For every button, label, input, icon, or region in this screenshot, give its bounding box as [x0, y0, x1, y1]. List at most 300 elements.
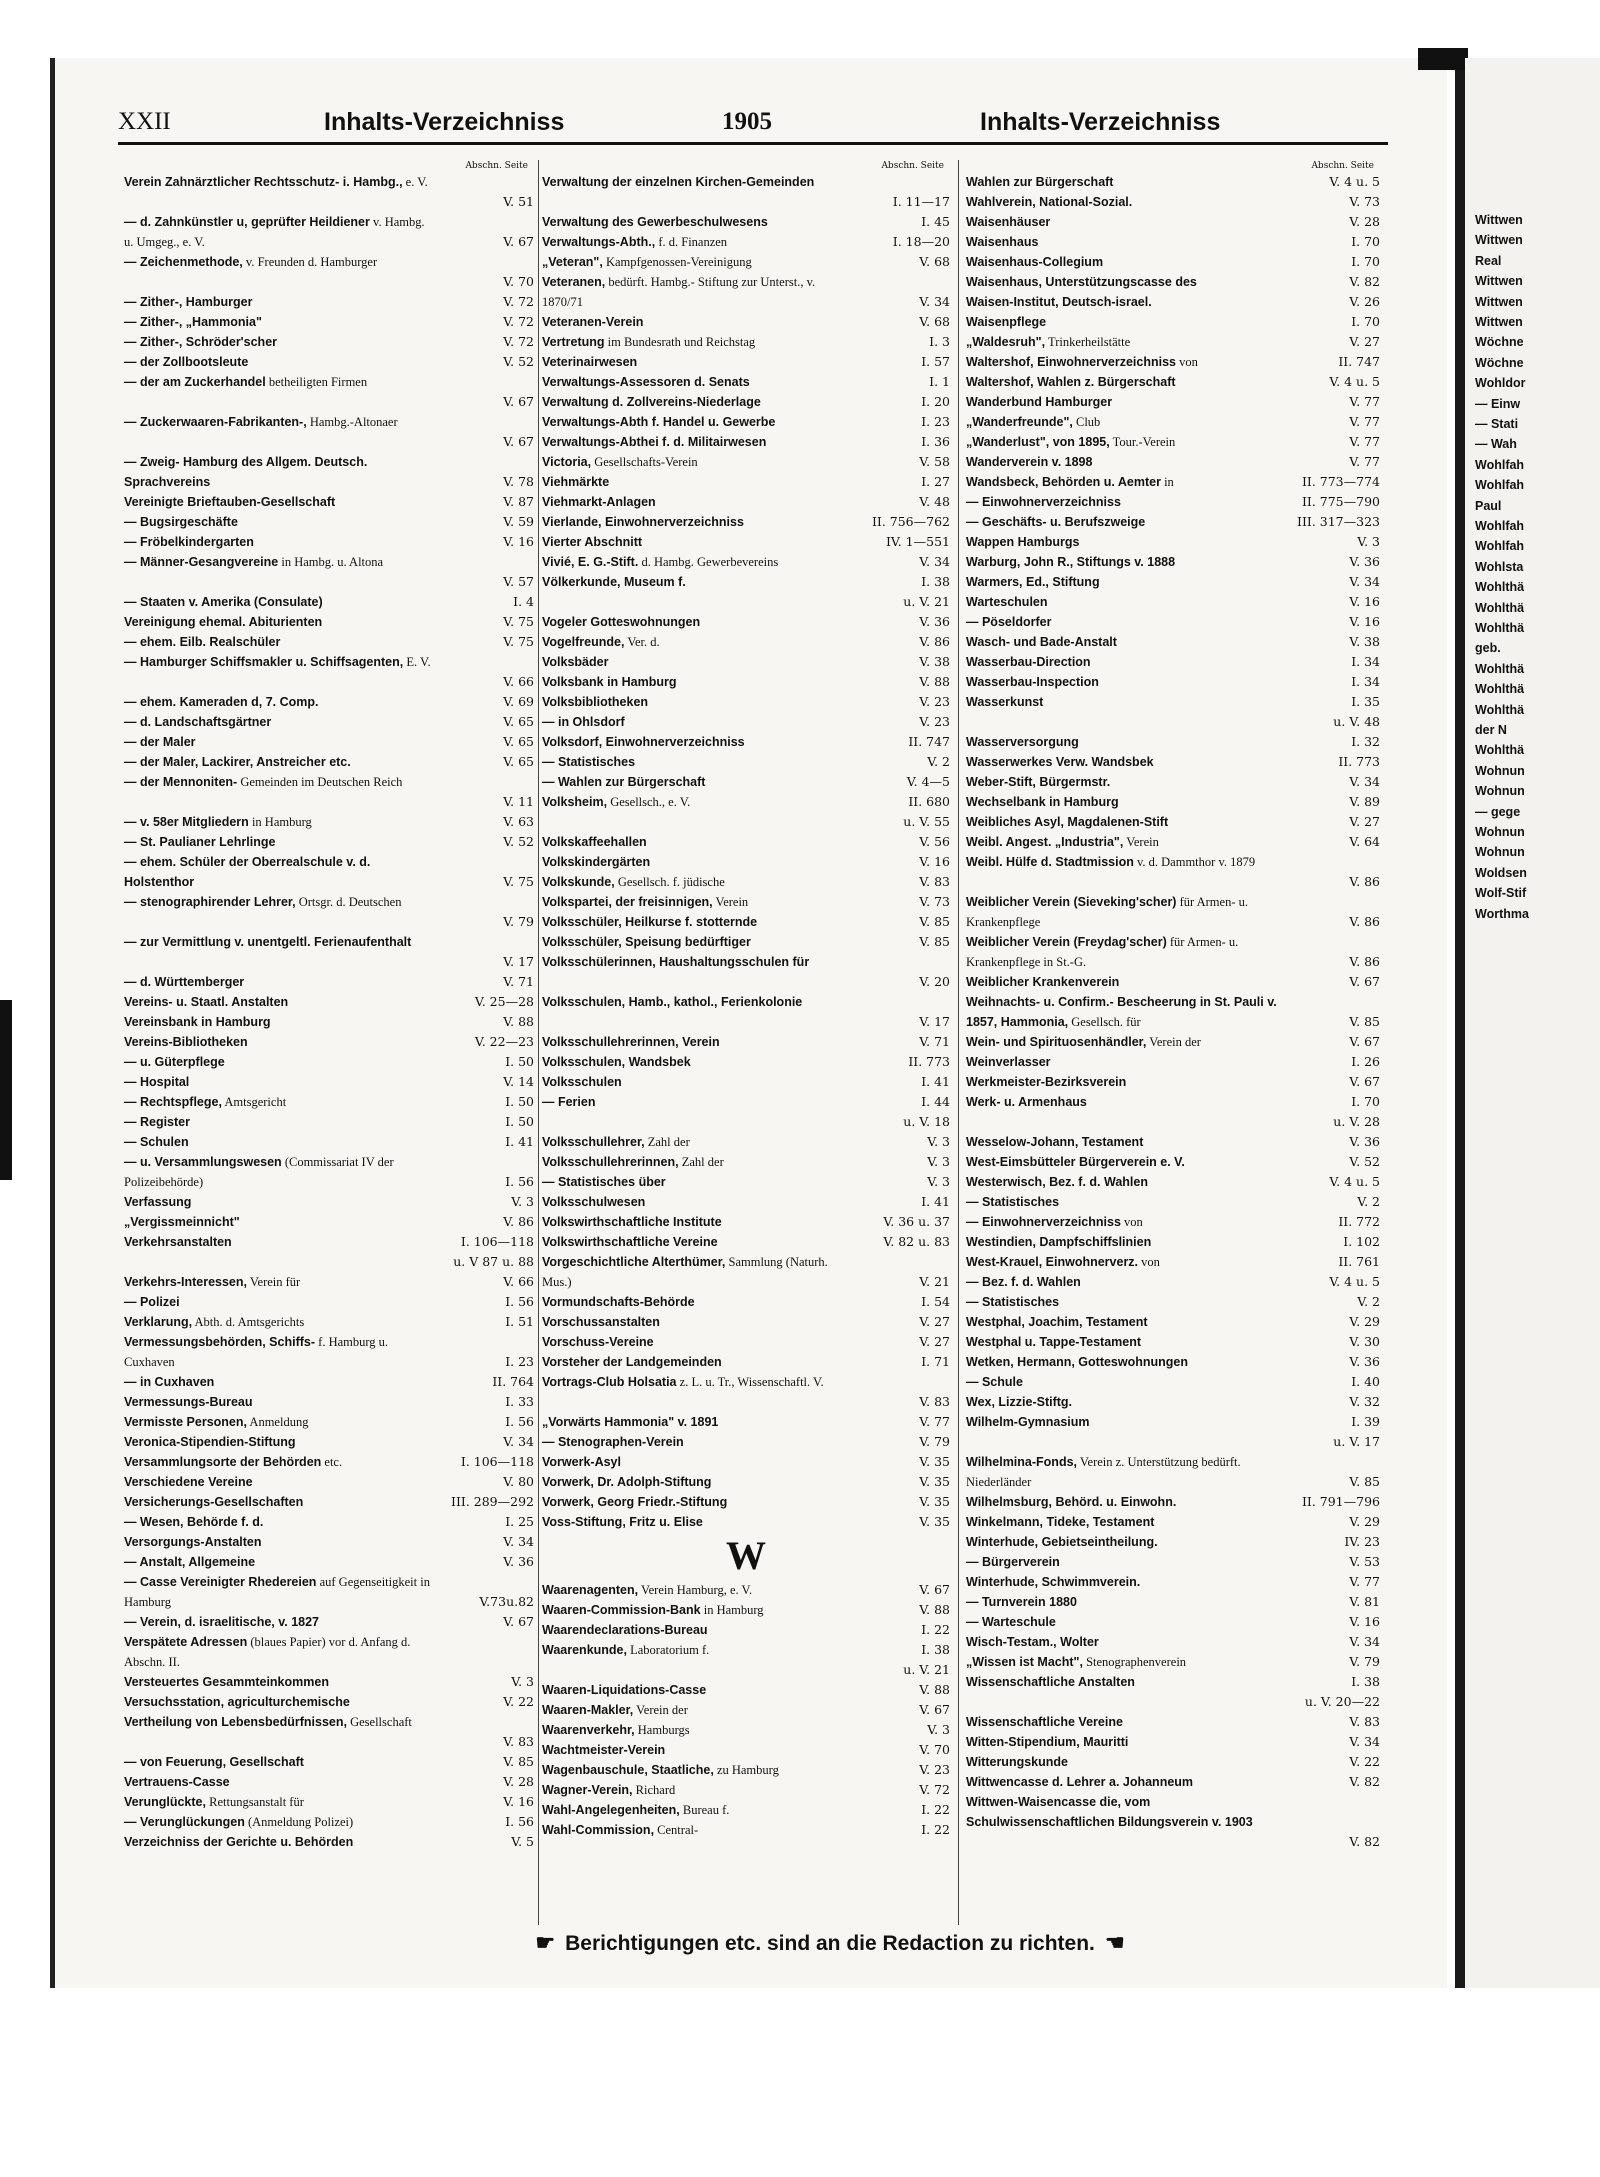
- header-title-left: Inhalts-Verzeichniss: [324, 108, 565, 136]
- index-entry: [124, 452, 534, 492]
- index-entry: [966, 1252, 1380, 1272]
- entry-name: Vivié, E. G.-Stift. d. Hambg. Gewerbevereins: [542, 555, 779, 569]
- index-entry: [966, 1592, 1380, 1612]
- entry-page-ref: V. 82: [1347, 1832, 1380, 1852]
- index-entry: [124, 712, 534, 732]
- index-entry: [542, 1472, 950, 1492]
- entry-name: Vertheilung von Lebensbedürfnissen, Gesellschaft: [124, 1715, 412, 1729]
- entry-page-ref: V. 63: [501, 812, 534, 832]
- entry-page-ref: II. 761: [1336, 1252, 1380, 1272]
- entry-name: — Casse Vereinigter Rhedereien auf Gegenseitigkeit in Hamburg: [124, 1575, 430, 1609]
- next-page-fragment: Wohlthä: [1475, 682, 1525, 697]
- entry-page-ref: I. 23: [503, 1352, 534, 1372]
- entry-name: Weibliches Asyl, Magdalenen-Stift: [966, 815, 1169, 829]
- next-page-fragment: — Einw: [1475, 396, 1521, 411]
- entry-page-ref: V. 2: [925, 752, 950, 772]
- entry-page-ref: V. 27: [917, 1312, 950, 1332]
- entry-page-ref: u. V. 20—22: [1303, 1692, 1380, 1712]
- entry-name: Wasserbau-Inspection: [966, 675, 1099, 689]
- entry-detail: in Hamburg: [248, 815, 312, 829]
- index-entry: [124, 1272, 534, 1292]
- index-entry: [542, 692, 950, 712]
- entry-name: Vereinigte Brieftauben-Gesellschaft: [124, 495, 336, 509]
- index-entry: [124, 332, 534, 352]
- index-entry: [542, 792, 950, 812]
- index-entry: [966, 652, 1380, 672]
- index-entry: [542, 352, 950, 372]
- entry-name: — d. Landschaftsgärtner: [124, 715, 272, 729]
- entry-page-ref: I. 106—118: [459, 1232, 534, 1252]
- entry-detail: Ver. d.: [624, 635, 660, 649]
- index-entry: [542, 372, 950, 392]
- entry-page-ref: V. 67: [1347, 1072, 1380, 1092]
- entry-page-ref: V. 58: [917, 452, 950, 472]
- index-entry: [124, 732, 534, 752]
- entry-name: Volksdorf, Einwohnerverzeichniss: [542, 735, 745, 749]
- entry-page-ref: V. 68: [917, 252, 950, 272]
- entry-detail: (blaues Papier) vor d. Anfang d. Abschn. II.: [124, 1635, 411, 1669]
- entry-page-ref: V. 3: [925, 1132, 950, 1152]
- entry-name: Weiblicher Krankenverein: [966, 975, 1120, 989]
- entry-page-ref: I. 35: [1349, 692, 1380, 712]
- entry-name: Waaren-Liquidations-Casse: [542, 1683, 707, 1697]
- entry-page-ref: V. 35: [917, 1512, 950, 1532]
- entry-page-ref: V. 86: [1347, 872, 1380, 892]
- entry-name: Veteranen, bedürft. Hambg.- Stiftung zur Unterst., v. 1870/71: [542, 275, 816, 309]
- entry-detail: Gesellsch. für: [1068, 1015, 1141, 1029]
- entry-name: Vierter Abschnitt: [542, 535, 643, 549]
- index-entry: [542, 1152, 950, 1172]
- entry-name: Vertrauens-Casse: [124, 1775, 230, 1789]
- entry-page-ref: III. 317—323: [1295, 512, 1380, 532]
- index-entry: [124, 552, 534, 592]
- entry-name: — Warteschule: [966, 1615, 1056, 1629]
- entry-page-ref: V. 65: [501, 752, 534, 772]
- entry-page-ref: V. 51: [501, 192, 534, 212]
- entry-page-ref: V. 83: [917, 1392, 950, 1412]
- entry-detail: Amtsgericht: [221, 1095, 287, 1109]
- entry-name: Witten-Stipendium, Mauritti: [966, 1735, 1129, 1749]
- entry-name: Volksheim, Gesellsch., e. V.: [542, 795, 691, 809]
- entry-name: Wahl-Commission, Central-: [542, 1823, 699, 1837]
- section-letter: W: [726, 1533, 766, 1578]
- entry-name: Volkskunde, Gesellsch. f. jüdische: [542, 875, 725, 889]
- index-entry: [966, 1492, 1380, 1512]
- entry-page-ref: V. 80: [501, 1472, 534, 1492]
- entry-page-ref: V. 68: [917, 312, 950, 332]
- entry-name: Vermisste Personen, Anmeldung: [124, 1415, 309, 1429]
- next-page-fragment: Wohldor: [1475, 376, 1526, 391]
- entry-name: Waisenpflege: [966, 315, 1047, 329]
- index-entry: [542, 652, 950, 672]
- index-entry: [542, 1580, 950, 1600]
- entry-page-ref: V. 16: [501, 532, 534, 552]
- next-page-fragment: Wohlthä: [1475, 600, 1525, 615]
- entry-page-ref: V. 16: [1347, 592, 1380, 612]
- entry-detail: Gemeinden im Deutschen Reich: [237, 775, 403, 789]
- index-entry: [966, 1312, 1380, 1332]
- entry-name: — Rechtspflege, Amtsgericht: [124, 1095, 287, 1109]
- entry-page-ref: V. 34: [917, 552, 950, 572]
- next-page-fragment: Wohlthä: [1475, 743, 1525, 758]
- index-entry: [966, 472, 1380, 492]
- entry-page-ref: V. 86: [1347, 952, 1380, 972]
- entry-name: — Staaten v. Amerika (Consulate): [124, 595, 323, 609]
- pointing-hand-icon: ☛: [535, 1930, 556, 1955]
- index-entry: [124, 1412, 534, 1432]
- entry-detail: v. Freunden d. Hamburger: [242, 255, 378, 269]
- entry-page-ref: V. 21: [917, 1272, 950, 1292]
- entry-name: Versicherungs-Gesellschaften: [124, 1495, 304, 1509]
- entry-page-ref: I. 70: [1349, 312, 1380, 332]
- entry-page-ref: V. 85: [917, 912, 950, 932]
- entry-name: Volksbank in Hamburg: [542, 675, 677, 689]
- index-entry: [542, 432, 950, 452]
- next-page-fragment: Wittwen: [1475, 315, 1523, 329]
- index-entry: [124, 1392, 534, 1412]
- entry-name: — Ferien: [542, 1095, 596, 1109]
- index-entry: [124, 212, 534, 252]
- index-entry: [124, 1492, 534, 1512]
- entry-name: Wechselbank in Hamburg: [966, 795, 1119, 809]
- entry-page-ref: I. 1: [927, 372, 950, 392]
- index-entry: [542, 1112, 950, 1132]
- entry-page-ref: V. 2: [1355, 1292, 1380, 1312]
- entry-name: Volksschulen: [542, 1075, 622, 1089]
- entry-detail: betheiligten Firmen: [265, 375, 368, 389]
- entry-page-ref: I. 32: [1349, 732, 1380, 752]
- entry-name: — Statistisches: [542, 755, 636, 769]
- entry-page-ref: I. 57: [919, 352, 950, 372]
- entry-page-ref: V. 20: [917, 972, 950, 992]
- entry-name: Waltershof, Wahlen z. Bürgerschaft: [966, 375, 1176, 389]
- index-entry: [124, 352, 534, 372]
- entry-page-ref: V. 17: [917, 1012, 950, 1032]
- entry-page-ref: V. 67: [501, 232, 534, 252]
- index-entry: [124, 1792, 534, 1812]
- index-column-3: [966, 160, 1380, 1852]
- entry-page-ref: V. 82 u. 83: [881, 1232, 950, 1252]
- entry-page-ref: I. 11—17: [891, 192, 950, 212]
- entry-detail: Verein der: [633, 1703, 688, 1717]
- index-entry: [966, 832, 1380, 852]
- index-entry: [966, 1452, 1380, 1492]
- entry-name: — St. Paulianer Lehrlinge: [124, 835, 276, 849]
- index-entry: [542, 832, 950, 852]
- entry-name: — der Maler: [124, 735, 196, 749]
- index-entry: [966, 1392, 1380, 1412]
- index-entry: [542, 1232, 950, 1252]
- entry-name: — der Maler, Lackirer, Anstreicher etc.: [124, 755, 351, 769]
- index-entry: [966, 392, 1380, 412]
- entry-name: — Stenographen-Verein: [542, 1435, 684, 1449]
- entry-page-ref: V. 88: [501, 1012, 534, 1032]
- index-entry: [124, 752, 534, 772]
- entry-name: Vorgeschichtliche Alterthümer, Sammlung (Naturh. Mus.): [542, 1255, 828, 1289]
- entry-page-ref: V. 77: [917, 1412, 950, 1432]
- entry-name: — Wahlen zur Bürgerschaft: [542, 775, 706, 789]
- index-entry: [124, 1432, 534, 1452]
- next-page-fragment: Wittwen: [1475, 274, 1523, 289]
- entry-page-ref: II. 773—774: [1300, 472, 1380, 492]
- entry-name: „Wanderfreunde", Club: [966, 415, 1101, 429]
- index-entry: [542, 1332, 950, 1352]
- entry-page-ref: u. V. 48: [1331, 712, 1380, 732]
- entry-name: Waisenhaus, Unterstützungscasse des: [966, 275, 1197, 289]
- entry-name: Vorwerk, Dr. Adolph-Stiftung: [542, 1475, 712, 1489]
- next-page-fragment: — gege: [1475, 804, 1521, 819]
- entry-name: — Zither-, Schröder'scher: [124, 335, 278, 349]
- entry-page-ref: IV. 23: [1342, 1532, 1380, 1552]
- entry-detail: Verein z. Unterstützung bedürft. Niederländer: [966, 1455, 1241, 1489]
- entry-detail: für Armen- u. Krankenpflege: [966, 895, 1248, 929]
- index-entry: [124, 1372, 534, 1392]
- entry-page-ref: V. 35: [917, 1472, 950, 1492]
- index-entry: [542, 1092, 950, 1112]
- entry-detail: von: [1120, 1215, 1143, 1229]
- entry-name: — ehem. Kameraden d, 7. Comp.: [124, 695, 319, 709]
- entry-page-ref: II. 791—796: [1300, 1492, 1380, 1512]
- index-entry: [124, 1012, 534, 1032]
- entry-name: „Wanderlust", von 1895, Tour.-Verein: [966, 435, 1176, 449]
- index-entry: [542, 1412, 950, 1432]
- entry-name: Vereinigung ehemal. Abiturienten: [124, 615, 323, 629]
- entry-page-ref: V. 25—28: [473, 992, 534, 1012]
- index-entry: [966, 1512, 1380, 1532]
- entry-page-ref: V. 71: [501, 972, 534, 992]
- entry-detail: Anmeldung: [246, 1415, 309, 1429]
- entry-page-ref: V. 67: [1347, 972, 1380, 992]
- index-entry: [966, 692, 1380, 712]
- entry-name: Verklarung, Abth. d. Amtsgerichts: [124, 1315, 305, 1329]
- entry-name: „Vergissmeinnicht": [124, 1215, 240, 1229]
- next-page-fragment: Wohnun: [1475, 845, 1525, 860]
- index-entry: [542, 672, 950, 692]
- entry-page-ref: V. 3: [925, 1152, 950, 1172]
- index-entry: [542, 452, 950, 472]
- entry-name: Vermessungs-Bureau: [124, 1395, 253, 1409]
- entry-name: — Hospital: [124, 1075, 190, 1089]
- index-entry: [542, 1072, 950, 1092]
- index-entry: [542, 732, 950, 752]
- index-entry: [966, 372, 1380, 392]
- entry-detail: Laboratorium f.: [626, 1643, 710, 1657]
- entry-name: Victoria, Gesellschafts-Verein: [542, 455, 698, 469]
- index-entry: [124, 1832, 534, 1852]
- column-heading: Abschn. Seite: [1311, 161, 1374, 171]
- column-divider: [958, 160, 959, 1925]
- entry-name: Verkehrs-Interessen, Verein für: [124, 1275, 301, 1289]
- index-entry: [966, 1032, 1380, 1052]
- entry-name: — Bürgerverein: [966, 1555, 1060, 1569]
- entry-page-ref: V. 27: [1347, 332, 1380, 352]
- entry-page-ref: V. 35: [917, 1452, 950, 1472]
- entry-name: Witterungskunde: [966, 1755, 1068, 1769]
- entry-page-ref: V. 73: [1347, 192, 1380, 212]
- entry-page-ref: V. 88: [917, 1680, 950, 1700]
- entry-page-ref: V. 4 u. 5: [1327, 1272, 1380, 1292]
- entry-detail: etc.: [321, 1455, 343, 1469]
- entry-page-ref: u. V. 55: [901, 812, 950, 832]
- next-page-fragment: der N: [1475, 723, 1507, 737]
- entry-name: Volksschüler, Heilkurse f. stotternde: [542, 915, 758, 929]
- pointing-hand-icon: ☛: [1104, 1930, 1125, 1955]
- index-entry: [966, 992, 1380, 1032]
- entry-name: — der am Zuckerhandel betheiligten Firmen: [124, 375, 368, 389]
- entry-name: Werkmeister-Bezirksverein: [966, 1075, 1127, 1089]
- index-column-1: [124, 160, 534, 1852]
- index-entry: [542, 1352, 950, 1372]
- entry-page-ref: I. 39: [1349, 1412, 1380, 1432]
- entry-page-ref: V. 36: [917, 612, 950, 632]
- entry-page-ref: V.73u.82: [477, 1592, 534, 1612]
- index-entry: [542, 632, 950, 652]
- entry-page-ref: I. 56: [503, 1412, 534, 1432]
- entry-name: — Schule: [966, 1375, 1023, 1389]
- entry-detail: e. V.: [402, 175, 428, 189]
- entry-name: Verwaltungs-Abth., f. d. Finanzen: [542, 235, 728, 249]
- index-entry: [966, 1072, 1380, 1092]
- index-entry: [542, 472, 950, 492]
- entry-name: Weber-Stift, Bürgermstr.: [966, 775, 1111, 789]
- entry-detail: d. Hambg. Gewerbevereins: [638, 555, 779, 569]
- index-entry: [542, 552, 950, 572]
- entry-detail: Verein für: [247, 1275, 301, 1289]
- next-page-fragment: Wittwen: [1475, 213, 1523, 227]
- entry-name: Wetken, Hermann, Gotteswohnungen: [966, 1355, 1189, 1369]
- entry-name: Waarenkunde, Laboratorium f.: [542, 1643, 710, 1657]
- entry-page-ref: V. 38: [917, 652, 950, 672]
- entry-name: — Turnverein 1880: [966, 1595, 1077, 1609]
- index-entry: [124, 372, 534, 412]
- entry-name: Vermessungsbehörden, Schiffs- f. Hamburg u. Cuxhaven: [124, 1335, 389, 1369]
- entry-name: Vorwerk-Asyl: [542, 1455, 621, 1469]
- index-entry: [542, 1372, 950, 1412]
- entry-detail: auf Gegenseitigkeit in Hamburg: [124, 1575, 430, 1609]
- index-entry: [124, 1712, 534, 1752]
- entry-page-ref: I. 51: [503, 1312, 534, 1332]
- index-entry: [124, 1552, 534, 1572]
- page-number: XXII: [118, 108, 171, 135]
- entry-page-ref: I. 44: [919, 1092, 950, 1112]
- entry-page-ref: V. 83: [1347, 1712, 1380, 1732]
- entry-name: Wittwen-Waisencasse die, vom Schulwissenschaftlichen Bildungsverein v. 1903: [966, 1795, 1253, 1829]
- index-entry: [966, 1792, 1380, 1852]
- entry-name: Wasserkunst: [966, 695, 1044, 709]
- index-entry: [966, 552, 1380, 572]
- index-entry: [966, 272, 1380, 292]
- entry-detail: Tour.-Verein: [1109, 435, 1176, 449]
- index-entry: [542, 232, 950, 252]
- entry-name: Volksschulen, Wandsbek: [542, 1055, 691, 1069]
- entry-page-ref: I. 40: [1349, 1372, 1380, 1392]
- entry-name: Versorgungs-Anstalten: [124, 1535, 262, 1549]
- entry-name: Wein- und Spirituosenhändler, Verein der: [966, 1035, 1201, 1049]
- entry-name: Wilhelmina-Fonds, Verein z. Unterstützung bedürft. Niederländer: [966, 1455, 1241, 1489]
- entry-name: Waisenhaus: [966, 235, 1039, 249]
- index-entry: [542, 1312, 950, 1332]
- entry-page-ref: u. V. 21: [901, 592, 950, 612]
- entry-page-ref: V. 79: [917, 1432, 950, 1452]
- entry-name: Verspätete Adressen (blaues Papier) vor d. Anfang d. Abschn. II.: [124, 1635, 411, 1669]
- index-entry: [966, 172, 1380, 192]
- entry-page-ref: V. 85: [917, 932, 950, 952]
- index-entry: [542, 1820, 950, 1840]
- entry-name: Waltershof, Einwohnerverzeichniss von: [966, 355, 1198, 369]
- entry-name: Wahlverein, National-Sozial.: [966, 195, 1133, 209]
- entry-name: Westphal, Joachim, Testament: [966, 1315, 1148, 1329]
- index-entry: [966, 1372, 1380, 1392]
- entry-page-ref: V. 38: [1347, 632, 1380, 652]
- footer-text: Berichtigungen etc. sind an die Redaction zu richten.: [565, 1932, 1095, 1955]
- index-entry: [124, 1692, 534, 1712]
- entry-name: Weibl. Hülfe d. Stadtmission v. d. Dammthor v. 1879: [966, 855, 1256, 869]
- index-entry: [124, 1672, 534, 1692]
- entry-name: Weibl. Angest. „Industria", Verein: [966, 835, 1159, 849]
- entry-page-ref: V. 79: [1347, 1652, 1380, 1672]
- index-entry: [542, 612, 950, 632]
- index-entry: [966, 1692, 1380, 1712]
- entry-name: Wagenbauschule, Staatliche, zu Hamburg: [542, 1763, 779, 1777]
- entry-name: — Bez. f. d. Wahlen: [966, 1275, 1081, 1289]
- entry-page-ref: V. 4 u. 5: [1327, 172, 1380, 192]
- index-entry: [542, 1032, 950, 1052]
- entry-detail: zu Hamburg: [713, 1763, 779, 1777]
- index-entry: [124, 1192, 534, 1212]
- entry-page-ref: V. 29: [1347, 1512, 1380, 1532]
- entry-detail: von: [1138, 1255, 1160, 1269]
- next-page-fragment: Wohlfah: [1475, 478, 1525, 493]
- entry-page-ref: II. 775—790: [1300, 492, 1380, 512]
- entry-name: Wahl-Angelegenheiten, Bureau f.: [542, 1803, 730, 1817]
- index-entry: [542, 492, 950, 512]
- entry-page-ref: V. 3: [509, 1672, 534, 1692]
- index-entry: [966, 1612, 1380, 1632]
- entry-page-ref: V. 85: [1347, 1012, 1380, 1032]
- entry-name: Verwaltung d. Zollvereins-Niederlage: [542, 395, 761, 409]
- index-entry: [542, 1172, 950, 1192]
- index-entry: [542, 572, 950, 592]
- entry-detail: Hamburgs: [634, 1723, 690, 1737]
- entry-page-ref: V. 4 u. 5: [1327, 372, 1380, 392]
- entry-name: — Schulen: [124, 1135, 189, 1149]
- index-entry: [124, 812, 534, 832]
- next-page-fragment: Real: [1475, 253, 1502, 268]
- entry-page-ref: I. 34: [1349, 672, 1380, 692]
- index-entry: [542, 312, 950, 332]
- entry-name: Werk- u. Armenhaus: [966, 1095, 1087, 1109]
- entry-page-ref: u. V. 21: [901, 1660, 950, 1680]
- entry-detail: für Armen- u. Krankenpflege in St.-G.: [966, 935, 1239, 969]
- entry-name: Versteuertes Gesammteinkommen: [124, 1675, 329, 1689]
- next-page-fragment: Wohlfah: [1475, 457, 1525, 472]
- entry-page-ref: V. 67: [501, 1612, 534, 1632]
- index-entry: [542, 272, 950, 312]
- entry-name: Wittwencasse d. Lehrer a. Johanneum: [966, 1775, 1194, 1789]
- index-entry: [124, 1072, 534, 1092]
- entry-name: Volksschülerinnen, Haushaltungsschulen für: [542, 955, 810, 969]
- index-entry: [966, 1632, 1380, 1652]
- index-entry: [966, 532, 1380, 552]
- index-entry: [966, 1712, 1380, 1732]
- entry-page-ref: I. 22: [919, 1800, 950, 1820]
- entry-page-ref: V. 83: [501, 1732, 534, 1752]
- header-title-right: Inhalts-Verzeichniss: [980, 108, 1221, 136]
- index-entry: [966, 1272, 1380, 1292]
- entry-page-ref: I. 18—20: [891, 232, 950, 252]
- entry-name: Viehmärkte: [542, 475, 610, 489]
- entry-page-ref: V. 67: [1347, 1032, 1380, 1052]
